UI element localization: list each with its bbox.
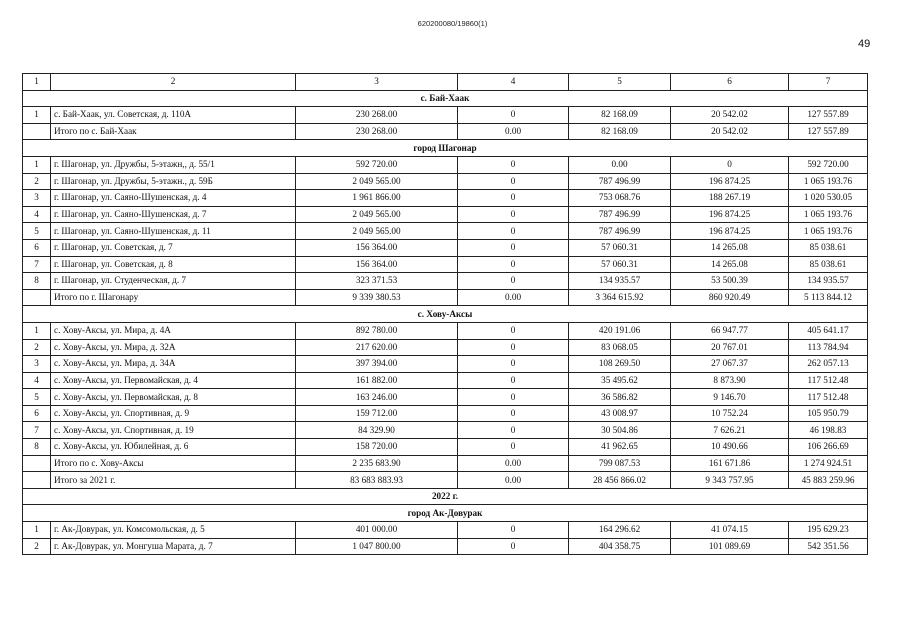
table-cell: 9 339 380.53	[296, 289, 458, 306]
column-header: 3	[296, 74, 458, 91]
table-row	[23, 389, 868, 406]
table-cell: 46 198.83	[789, 422, 868, 439]
section-title: 2022 г.	[23, 488, 868, 505]
table-cell: Итого по с. Хову-Аксы	[51, 455, 296, 472]
section-title: с. Хову-Аксы	[23, 306, 868, 323]
column-header: 7	[789, 74, 868, 91]
table-cell: 35 495.62	[569, 372, 671, 389]
table-cell: 0	[458, 223, 569, 240]
table-cell: 82 168.09	[569, 107, 671, 124]
column-header: 5	[569, 74, 671, 91]
table-cell: 323 371.53	[296, 273, 458, 290]
table-cell: 117 512.48	[789, 389, 868, 406]
table-row	[23, 356, 868, 373]
table-cell: г. Шагонар, ул. Саяно-Шушенская, д. 11	[51, 223, 296, 240]
table-cell: 85 038.61	[789, 239, 868, 256]
table-row	[23, 156, 868, 173]
table-cell: 787 496.99	[569, 206, 671, 223]
table-cell: 7	[23, 256, 51, 273]
section-heading-row	[23, 140, 868, 157]
table-cell: 2 049 565.00	[296, 173, 458, 190]
table-cell: 36 586.82	[569, 389, 671, 406]
table-row	[23, 472, 868, 489]
table-cell: 2	[23, 339, 51, 356]
table-cell: 397 394.00	[296, 356, 458, 373]
table-cell: 195 629.23	[789, 522, 868, 539]
table-cell: 85 038.61	[789, 256, 868, 273]
table-cell: 0.00	[458, 289, 569, 306]
budget-table	[22, 73, 868, 555]
table-cell: 860 920.49	[671, 289, 789, 306]
table-cell: 30 504.86	[569, 422, 671, 439]
table-cell: 0	[458, 389, 569, 406]
table-cell: с. Хову-Аксы, ул. Спортивная, д. 9	[51, 405, 296, 422]
table-cell: 1 065 193.76	[789, 206, 868, 223]
table-cell: 164 296.62	[569, 522, 671, 539]
table-cell: 10 752.24	[671, 405, 789, 422]
table-row	[23, 439, 868, 456]
section-title: город Ак-Довурак	[23, 505, 868, 522]
table-cell: 4	[23, 372, 51, 389]
table-cell: 542 351.56	[789, 538, 868, 555]
table-cell: 0	[458, 273, 569, 290]
table-cell: 82 168.09	[569, 123, 671, 140]
table-cell: г. Шагонар, ул. Саяно-Шушенская, д. 4	[51, 190, 296, 207]
table-row	[23, 522, 868, 539]
table-cell: 592 720.00	[296, 156, 458, 173]
column-header: 2	[51, 74, 296, 91]
table-cell: 592 720.00	[789, 156, 868, 173]
table-cell: 0	[458, 256, 569, 273]
table-cell: 43 008.97	[569, 405, 671, 422]
table-cell: 5	[23, 223, 51, 240]
table-cell: 0	[458, 339, 569, 356]
table-cell: 105 950.79	[789, 405, 868, 422]
table-cell: 20 542.02	[671, 107, 789, 124]
table-row	[23, 322, 868, 339]
table-cell: 0	[458, 439, 569, 456]
table-row	[23, 190, 868, 207]
table-cell: 41 962.65	[569, 439, 671, 456]
table-row	[23, 372, 868, 389]
table-cell: 1 065 193.76	[789, 223, 868, 240]
table-cell: г. Ак-Довурак, ул. Комсомольская, д. 5	[51, 522, 296, 539]
table-cell: Итого по г. Шагонару	[51, 289, 296, 306]
table-cell: 787 496.99	[569, 223, 671, 240]
table-cell: г. Шагонар, ул. Саяно-Шушенская, д. 7	[51, 206, 296, 223]
table-cell: 404 358.75	[569, 538, 671, 555]
section-title: с. Бай-Хаак	[23, 90, 868, 107]
table-cell: 0	[458, 522, 569, 539]
table-cell: 1 274 924.51	[789, 455, 868, 472]
table-cell: 156 364.00	[296, 256, 458, 273]
table-cell: 0	[458, 405, 569, 422]
table-row	[23, 223, 868, 240]
table-cell: 0.00	[458, 472, 569, 489]
table-cell	[23, 472, 51, 489]
table-cell	[23, 289, 51, 306]
table-cell: 163 246.00	[296, 389, 458, 406]
table-row	[23, 339, 868, 356]
table-cell: 2	[23, 173, 51, 190]
table-cell: 405 641.17	[789, 322, 868, 339]
table-cell: 217 620.00	[296, 339, 458, 356]
table-cell: 134 935.57	[789, 273, 868, 290]
table-cell: 8	[23, 439, 51, 456]
table-cell: 420 191.06	[569, 322, 671, 339]
table-cell: Итого за 2021 г.	[51, 472, 296, 489]
table-row	[23, 422, 868, 439]
column-number-row	[23, 74, 868, 91]
table-cell: с. Хову-Аксы, ул. Мира, д. 4А	[51, 322, 296, 339]
table-cell: 2 235 683.90	[296, 455, 458, 472]
table-cell: с. Хову-Аксы, ул. Мира, д. 34А	[51, 356, 296, 373]
table-cell: 127 557.89	[789, 123, 868, 140]
table-cell: 53 500.39	[671, 273, 789, 290]
table-cell: 0	[458, 173, 569, 190]
table-cell: 196 874.25	[671, 206, 789, 223]
table-cell: 8 873.90	[671, 372, 789, 389]
table-cell: 45 883 259.96	[789, 472, 868, 489]
table-cell: с. Хову-Аксы, ул. Мира, д. 32А	[51, 339, 296, 356]
column-header: 4	[458, 74, 569, 91]
table-row	[23, 123, 868, 140]
table-row	[23, 256, 868, 273]
table-cell: 134 935.57	[569, 273, 671, 290]
table-cell: 108 269.50	[569, 356, 671, 373]
table-row	[23, 107, 868, 124]
table-cell: 158 720.00	[296, 439, 458, 456]
table-cell: 4	[23, 206, 51, 223]
table-cell: 9 146.70	[671, 389, 789, 406]
page-number: 49	[858, 38, 871, 50]
table-cell: 1	[23, 522, 51, 539]
table-cell: 28 456 866.02	[569, 472, 671, 489]
table-cell: 84 329.90	[296, 422, 458, 439]
table-cell: 10 490.66	[671, 439, 789, 456]
table-cell: 0.00	[458, 455, 569, 472]
table-cell: 0	[458, 322, 569, 339]
table-cell: 401 000.00	[296, 522, 458, 539]
section-heading-row	[23, 90, 868, 107]
table-cell: 230 268.00	[296, 107, 458, 124]
table-cell: 2	[23, 538, 51, 555]
table-cell: 3 364 615.92	[569, 289, 671, 306]
table-cell: 1	[23, 322, 51, 339]
table-cell: с. Хову-Аксы, ул. Первомайская, д. 4	[51, 372, 296, 389]
table-cell: 159 712.00	[296, 405, 458, 422]
table-cell: 188 267.19	[671, 190, 789, 207]
section-heading-row	[23, 505, 868, 522]
table-cell: 5 113 844.12	[789, 289, 868, 306]
table-cell: 20 542.02	[671, 123, 789, 140]
table-cell: 0	[458, 190, 569, 207]
table-cell: 6	[23, 405, 51, 422]
table-row	[23, 206, 868, 223]
table-cell: 0.00	[458, 123, 569, 140]
table-cell: 6	[23, 239, 51, 256]
table-cell: 0	[671, 156, 789, 173]
table-cell: 27 067.37	[671, 356, 789, 373]
table-cell: 3	[23, 190, 51, 207]
table-cell: 196 874.25	[671, 223, 789, 240]
table-cell: 753 068.76	[569, 190, 671, 207]
table-row	[23, 273, 868, 290]
table-cell: 1 961 866.00	[296, 190, 458, 207]
table-cell: 0	[458, 239, 569, 256]
table-cell: с. Хову-Аксы, ул. Юбилейная, д. 6	[51, 439, 296, 456]
table-cell: 1 065 193.76	[789, 173, 868, 190]
table-cell: 2 049 565.00	[296, 206, 458, 223]
table-cell: 57 060.31	[569, 256, 671, 273]
table-cell: с. Хову-Аксы, ул. Первомайская, д. 8	[51, 389, 296, 406]
table-cell	[23, 455, 51, 472]
table-cell: 1 047 800.00	[296, 538, 458, 555]
section-heading-row	[23, 488, 868, 505]
table-cell: 106 266.69	[789, 439, 868, 456]
table-cell: 0	[458, 356, 569, 373]
section-title: город Шагонар	[23, 140, 868, 157]
table-cell: 127 557.89	[789, 107, 868, 124]
table-cell: 5	[23, 389, 51, 406]
table-cell: г. Шагонар, ул. Дружбы, 5-этажн,, д. 55/1	[51, 156, 296, 173]
table-cell: 1 020 530.05	[789, 190, 868, 207]
document-id: 620200080/19860(1)	[417, 19, 488, 28]
table-cell: 0	[458, 538, 569, 555]
column-header: 6	[671, 74, 789, 91]
table-cell: 156 364.00	[296, 239, 458, 256]
table-cell: 3	[23, 356, 51, 373]
table-cell: 262 057.13	[789, 356, 868, 373]
table-cell: с. Бай-Хаак, ул. Советская, д. 110А	[51, 107, 296, 124]
table-cell: 9 343 757.95	[671, 472, 789, 489]
table-cell: 83 068.05	[569, 339, 671, 356]
table-cell: 0	[458, 372, 569, 389]
table-cell: 41 074.15	[671, 522, 789, 539]
table-cell: 101 089.69	[671, 538, 789, 555]
table-cell: 196 874.25	[671, 173, 789, 190]
table-row	[23, 239, 868, 256]
table-cell: 1	[23, 156, 51, 173]
table-cell: г. Ак-Довурак, ул. Монгуша Марата, д. 7	[51, 538, 296, 555]
table-cell: 7	[23, 422, 51, 439]
table-body	[23, 74, 868, 555]
table-row	[23, 289, 868, 306]
table-cell: 14 265.08	[671, 256, 789, 273]
table-cell: 117 512.48	[789, 372, 868, 389]
table-cell: г. Шагонар, ул. Студенческая, д. 7	[51, 273, 296, 290]
table-cell: 892 780.00	[296, 322, 458, 339]
table-row	[23, 173, 868, 190]
table-cell: с. Хову-Аксы, ул. Спортивная, д. 19	[51, 422, 296, 439]
table-cell	[23, 123, 51, 140]
table-cell: 57 060.31	[569, 239, 671, 256]
table-cell: 8	[23, 273, 51, 290]
table-cell: Итого по с. Бай-Хаак	[51, 123, 296, 140]
table-cell: г. Шагонар, ул. Советская, д. 7	[51, 239, 296, 256]
table-cell: 20 767.01	[671, 339, 789, 356]
table-cell: 799 087.53	[569, 455, 671, 472]
table-cell: 787 496.99	[569, 173, 671, 190]
table-cell: 1	[23, 107, 51, 124]
table-cell: 0	[458, 156, 569, 173]
table-cell: 0	[458, 107, 569, 124]
table-cell: 161 671.86	[671, 455, 789, 472]
table-row	[23, 538, 868, 555]
table-cell: г. Шагонар, ул. Дружбы, 5-этажн., д. 59Б	[51, 173, 296, 190]
table-cell: 113 784.94	[789, 339, 868, 356]
table-cell: 0.00	[569, 156, 671, 173]
table-cell: 0	[458, 206, 569, 223]
table-cell: 14 265.08	[671, 239, 789, 256]
table-row	[23, 455, 868, 472]
table-cell: 161 882.00	[296, 372, 458, 389]
table-cell: 7 626.21	[671, 422, 789, 439]
table-row	[23, 405, 868, 422]
table-cell: 230 268.00	[296, 123, 458, 140]
table-cell: г. Шагонар, ул. Советская, д. 8	[51, 256, 296, 273]
section-heading-row	[23, 306, 868, 323]
table-cell: 0	[458, 422, 569, 439]
table-cell: 83 683 883.93	[296, 472, 458, 489]
table-cell: 66 947.77	[671, 322, 789, 339]
column-header: 1	[23, 74, 51, 91]
table-cell: 2 049 565.00	[296, 223, 458, 240]
